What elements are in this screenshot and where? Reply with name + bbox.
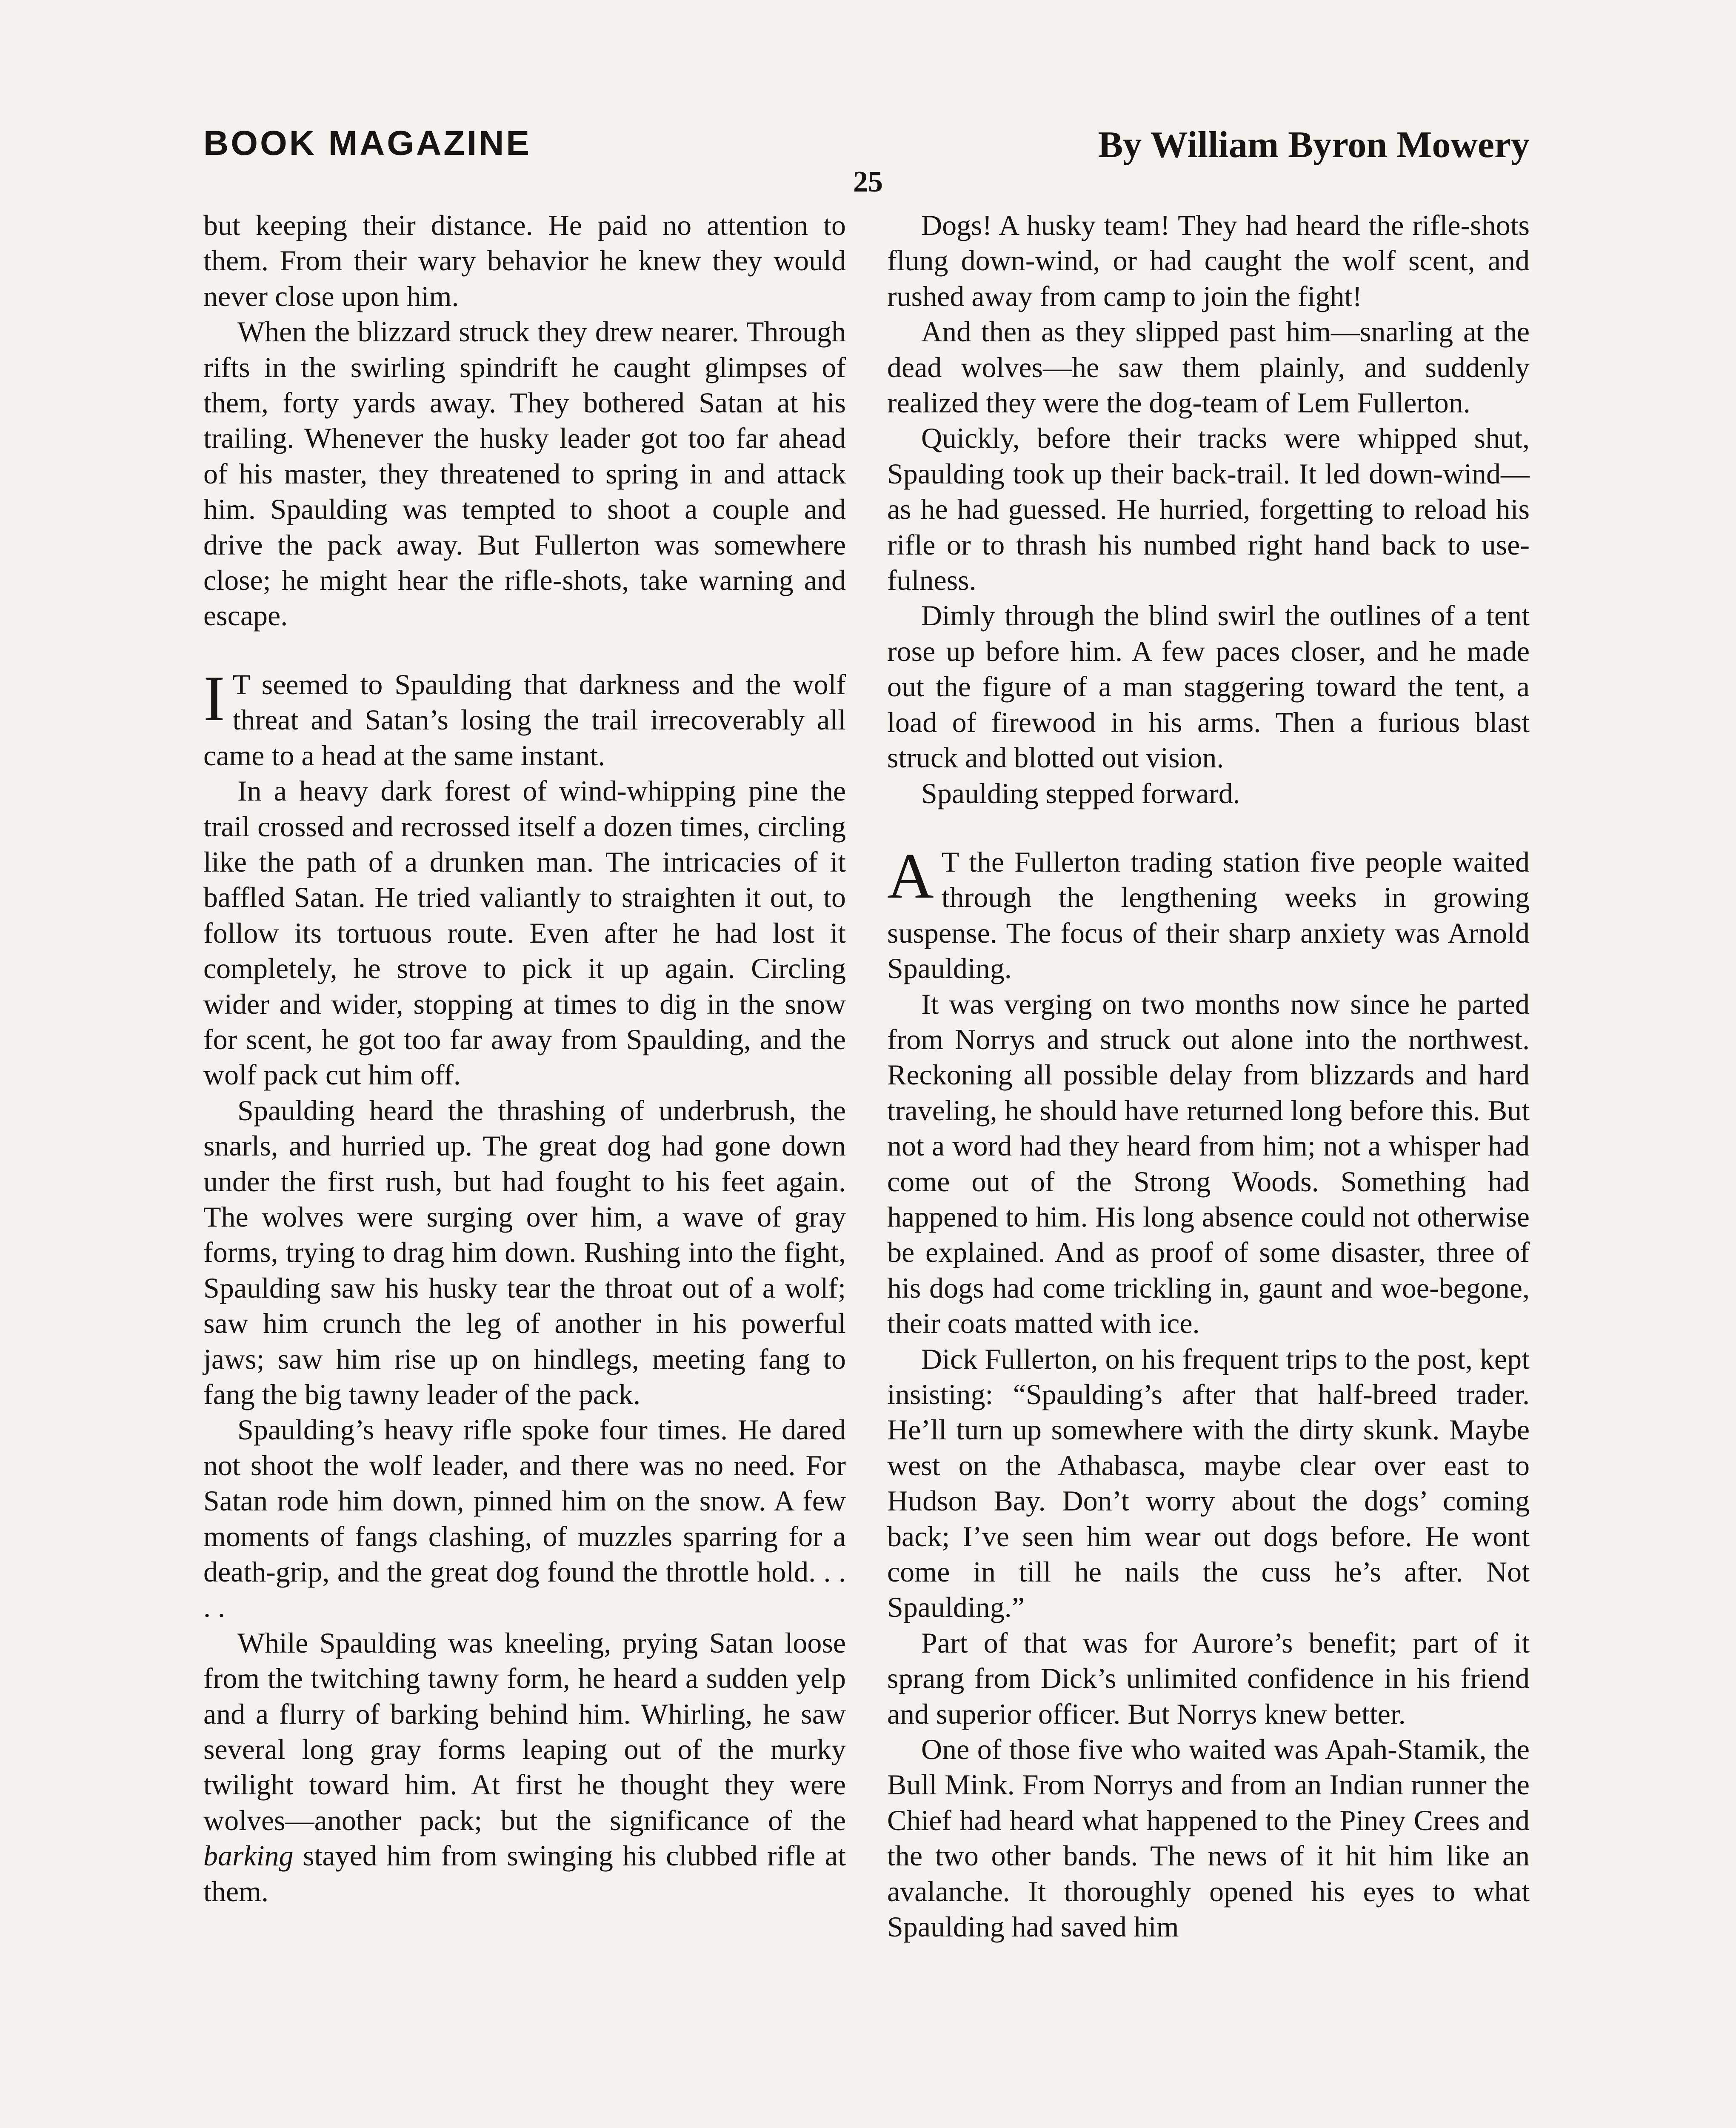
paragraph: Quickly, before their tracks were whipped shut, Spaulding took up their back-trail. It led down-wind—as he had guessed. He hurried, forgetting to reload his rifle or to thrash his numbed right hand back to usefulness.: [887, 422, 1530, 597]
right-column: [887, 208, 1530, 1945]
author-byline: By William Byron Mowery: [1098, 124, 1530, 166]
section-opening-paragraph: [887, 840, 1530, 987]
paragraph: It was verging on two months now since he parted from Norrys and struck out alone into the northwest. Reckoning all possible delay from blizzards and hard traveling, he should have returned long before this. But not a word had they heard from him; not a whisper had come out of the Strong Woods. Something had happened to him. His long absence could not otherwise be explained. And as proof of some disaster, three of his dogs had come trickling in, gaunt and woe-begone, their coats matted with ice.: [887, 987, 1530, 1340]
paragraph: And then as they slipped past him—snarling at the dead wolves—he saw them plainly, and suddenly realized they were the dog-team of Lem Fullerton.: [887, 315, 1530, 419]
italic-word: barking: [203, 1839, 294, 1872]
paragraph: Dick Fullerton, on his frequent trips to the post, kept insisting: “Spaulding’s after that half-breed trader. He’ll turn up somewhere with the dirty skunk. Maybe west on the Athabasca, maybe clear over east to Hudson Bay. Don’t worry about the dogs’ coming back; I’ve seen him wear out dogs before. He wont come in till he nails the cuss he’s after. Not Spaulding.”: [887, 1342, 1530, 1624]
paragraph: Spaulding heard the thrashing of underbrush, the snarls, and hurried up. The great dog had gone down under the first rush, but had fought to his feet again. The wolves were surging over him, a wave of gray forms, trying to drag him down. Rushing into the fight, Spaulding saw his husky tear the throat out of a wolf; saw him crunch the leg of another in his powerful jaws; saw him rise up on hindlegs, meeting fang to fang the big tawny leader of the pack.: [203, 1094, 846, 1410]
section-break: [887, 811, 1530, 844]
page-number: 25: [853, 166, 883, 198]
paragraph: In a heavy dark forest of wind-whipping pine the trail crossed and recrossed itself a dozen times, circling like the path of a drunken man. The intricacies of it baffled Satan. He tried valiantly to straighten it out, to follow its tortuous route. Even after he had lost it completely, he strove to pick it up again. Circling wider and wider, stopping at times to dig in the snow for scent, he got too far away from Spaulding, and the wolf pack cut him off.: [203, 775, 846, 1091]
paragraph-text: While Spaulding was kneeling, prying Satan loose from the twitching tawny form, he heard a sudden yelp and a flurry of barking behind him. Whirling, he saw several long gray forms leaping out of the murky twilight toward him. At first he thought they were wolves—another pack; but the significance of the: [203, 1626, 846, 1836]
paragraph: Dogs! A husky team! They had heard the rifle-shots flung down-wind, or had caught the wolf scent, and rushed away from camp to join the fight!: [887, 209, 1530, 312]
paragraph: Dimly through the blind swirl the outlines of a tent rose up before him. A few paces closer, and he made out the figure of a man staggering toward the tent, a load of firewood in his arms. Then a furious blast struck and blotted out vision.: [887, 599, 1530, 774]
magazine-title: BOOK MAGAZINE: [203, 124, 532, 163]
paragraph: [203, 1625, 846, 1909]
paragraph: Spaulding’s heavy rifle spoke four times. He dared not shoot the wolf leader, and there was no need. For Satan rode him down, pinned him on the snow. A few moments of fangs clashing, of muzzles sparring for a death-grip, and the great dog found the throttle hold. . . . .: [203, 1413, 846, 1624]
paragraph: One of those five who waited was Apah-Stamik, the Bull Mink. From Norrys and from an Indian runner the Chief had heard what happened to the Piney Crees and the two other bands. The news of it hit him like an avalanche. It thoroughly opened his eyes to what Spaulding had saved him: [887, 1733, 1530, 1943]
paragraph-text: T the Fullerton trading station five people waited through the lengthening weeks in growing suspense. The focus of their sharp anxiety was Arnold Spaulding.: [887, 845, 1530, 985]
running-header: [203, 123, 1530, 170]
left-column: [203, 208, 846, 1909]
paragraph-text: stayed him from swinging his clubbed rifle at them.: [203, 1839, 846, 1908]
section-opening-paragraph: [203, 662, 846, 773]
paragraph-text: T seemed to Spaulding that darkness and the wolf threat and Satan’s losing the trail irrecoverably all came to a head at the same instant.: [203, 668, 846, 772]
drop-cap: A: [887, 840, 934, 912]
paragraph: Part of that was for Aurore’s benefit; part of it sprang from Dick’s unlimited confidence in his friend and superior officer. But Norrys knew better.: [887, 1626, 1530, 1730]
paragraph: When the blizzard struck they drew nearer. Through rifts in the swirling spindrift he caught glimpses of them, forty yards away. They bothered Satan at his trailing. Whenever the husky leader got too far ahead of his master, they threatened to spring in and attack him. Spaulding was tempted to shoot a couple and drive the pack away. But Fullerton was somewhere close; he might hear the rifle-shots, take warning and escape.: [203, 315, 846, 632]
section-break: [203, 634, 846, 667]
drop-cap: I: [203, 662, 225, 734]
paragraph: but keeping their distance. He paid no attention to them. From their wary behavior he knew they would never close upon him.: [203, 209, 846, 312]
paragraph: Spaulding stepped forward.: [921, 777, 1240, 809]
